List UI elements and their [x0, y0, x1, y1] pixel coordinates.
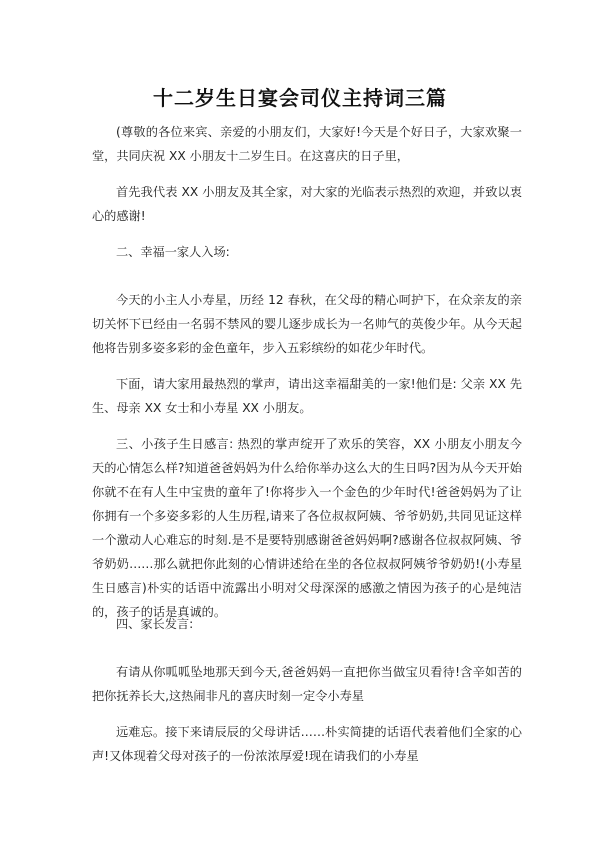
section-heading-parent-speech: 四、家长发言: — [116, 617, 194, 631]
paragraph-applause: 下面，请大家用最热烈的掌声，请出这幸福甜美的一家!他们是: 父亲 XX 先生、母亲 XX 女士和小寿星 XX 小朋友。 — [92, 377, 522, 415]
paragraph-parent-words: 远难忘。接下来请辰辰的父母讲话……朴实简捷的话语代表着他们全家的心声!又体现着父母对孩子的一份浓浓厚爱!现在请我们的小寿星 — [92, 725, 522, 763]
section-heading-family-entrance: 二、幸福一家人入场: — [116, 245, 230, 259]
paragraph-parent-invite: 有请从你呱呱坠地那天到今天,爸爸妈妈一直把你当做宝贝看待!含辛如苦的把你抚养长大,这热闹非凡的喜庆时刻一定令小寿星 — [92, 665, 522, 703]
paragraph-welcome: 首先我代表 XX 小朋友及其全家，对大家的光临表示热烈的欢迎，并致以衷心的感谢! — [92, 185, 522, 223]
document-title: 十二岁生日宴会司仪主持词三篇 — [153, 86, 447, 110]
paragraph-child-speech: 三、小孩子生日感言: 热烈的掌声绽开了欢乐的笑容，XX 小朋友小朋友今天的心情怎么样?知道爸爸妈妈为什么给你举办这么大的生日吗?因为从今天开始你就不在有人生中宝贵的童年了!你将步入一个金色的少年时代!爸爸妈妈为了让你拥有一个多姿多彩的人生历程,请来了各位叔叔阿姨、爷爷奶奶,共同见证这样一个激动人心难忘的时刻.是不是要特别感谢爸爸妈妈啊?感谢各位叔叔阿姨、爷爷奶奶……那么就把你此刻的心情讲述给在坐的各位叔叔阿姨爷爷奶奶!(小寿星生日感言)朴实的话语中流露出小明对父母深深的感激之情因为孩子的心是纯洁的，孩子的话是真诚的。 — [92, 437, 522, 619]
paragraph-opening: (尊敬的各位来宾、亲爱的小朋友们，大家好!今天是个好日子，大家欢聚一堂，共同庆祝 XX 小朋友十二岁生日。在这喜庆的日子里， — [92, 125, 522, 163]
paragraph-birthday-star: 今天的小主人小寿星，历经 12 春秋，在父母的精心呵护下，在众亲友的亲切关怀下已经由一名弱不禁风的婴儿逐步成长为一名帅气的英俊少年。从今天起他将告别多姿多彩的金色童年，步入五彩缤纷的如花少年时代。 — [92, 293, 522, 355]
